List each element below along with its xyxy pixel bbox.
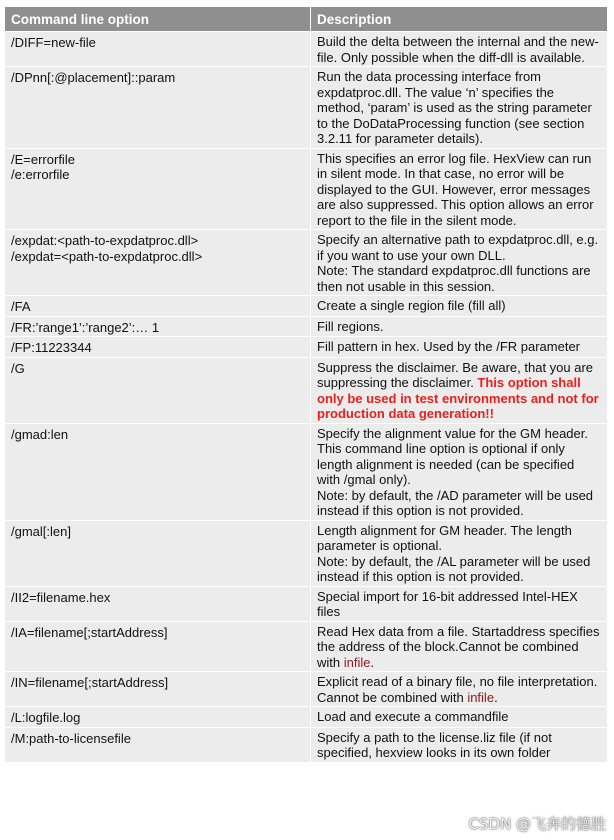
option-text: /FA bbox=[11, 299, 31, 314]
option-text: /E=errorfile bbox=[11, 151, 75, 167]
description-text: Fill pattern in hex. Used by the /FR parameter bbox=[317, 339, 581, 354]
option-text: /gmad:len bbox=[11, 426, 69, 442]
table-row bbox=[5, 296, 608, 317]
description-cell bbox=[311, 520, 608, 586]
description-paragraph bbox=[317, 624, 600, 671]
description-paragraph bbox=[317, 34, 600, 65]
option-text: /G bbox=[11, 360, 25, 376]
table-header-row bbox=[5, 7, 608, 32]
option-cell bbox=[5, 32, 311, 67]
warning-text: This option shall only be used in test environments and not for production data generation!! bbox=[317, 375, 599, 421]
table-row bbox=[5, 423, 608, 520]
option-text: /gmal[:len] bbox=[11, 523, 71, 539]
description-text: Explicit read of a binary file, no file interpretation. Cannot be combined with bbox=[317, 674, 598, 705]
description-paragraph bbox=[317, 232, 600, 263]
option-text: /M:path-to-licensefile bbox=[11, 730, 131, 746]
table-row bbox=[5, 520, 608, 586]
description-text: Read Hex data from a file. Startaddress specifies the address of the block.Cannot be combined with bbox=[317, 623, 600, 670]
table-row bbox=[5, 357, 608, 423]
description-paragraph bbox=[317, 69, 600, 147]
option-cell bbox=[5, 586, 311, 621]
description-cell bbox=[311, 357, 608, 423]
description-cell bbox=[311, 230, 608, 296]
description-cell bbox=[311, 32, 608, 67]
description-paragraph bbox=[317, 360, 600, 422]
description-paragraph bbox=[317, 263, 600, 294]
description-text: Special import for 16-bit addressed Intel-HEX files bbox=[317, 588, 578, 619]
description-text: Note: The standard expdatproc.dll functions are then not usable in this session. bbox=[317, 263, 591, 294]
description-text: This specifies an error log file. HexView can run in silent mode. In that case, no error will be displayed to the GUI. However, error messages are also suppressed. This option allows an error report to the file in the silent mode. bbox=[317, 150, 594, 228]
description-text: Load and execute a commandfile bbox=[317, 709, 509, 724]
option-text: /IA=filename[;startAddress] bbox=[11, 624, 168, 640]
option-cell bbox=[5, 67, 311, 149]
description-cell bbox=[311, 148, 608, 230]
description-cell bbox=[311, 727, 608, 762]
description-text: Specify a path to the license.liz file (if not specified, hexview looks in its own folder bbox=[317, 729, 552, 760]
option-text: /L:logfile.log bbox=[11, 710, 81, 725]
table-row bbox=[5, 586, 608, 621]
option-text: /DIFF=new-file bbox=[11, 35, 96, 50]
option-text: /FP:11223344 bbox=[11, 340, 92, 355]
watermark: CSDN @飞奔的德胜 bbox=[468, 815, 606, 833]
option-cell bbox=[5, 727, 311, 762]
description-text-tail: . bbox=[494, 689, 498, 705]
description-paragraph bbox=[317, 298, 600, 314]
option-cell bbox=[5, 423, 311, 520]
description-paragraph bbox=[317, 709, 600, 725]
description-paragraph bbox=[317, 319, 600, 335]
option-cell bbox=[5, 707, 311, 728]
header-description: Description bbox=[311, 7, 608, 32]
option-text: /expdat=<path-to-expdatproc.dll> bbox=[11, 248, 203, 264]
option-text: /DPnn[:@placement]::param bbox=[11, 70, 176, 85]
description-text: Length alignment for GM header. The length parameter is optional. bbox=[317, 522, 572, 553]
table-row bbox=[5, 148, 608, 230]
table-row bbox=[5, 672, 608, 707]
table-row bbox=[5, 707, 608, 728]
description-paragraph bbox=[317, 151, 600, 229]
option-cell bbox=[5, 357, 311, 423]
description-text: Specify the alignment value for the GM header. This command line option is optional if only length alignment is needed (can be specified with /gmal only). bbox=[317, 425, 588, 487]
description-paragraph bbox=[317, 589, 600, 620]
description-paragraph bbox=[317, 339, 600, 355]
table-row bbox=[5, 32, 608, 67]
description-paragraph bbox=[317, 730, 600, 761]
description-cell bbox=[311, 586, 608, 621]
option-cell bbox=[5, 520, 311, 586]
description-paragraph bbox=[317, 488, 600, 519]
description-cell bbox=[311, 621, 608, 672]
description-paragraph bbox=[317, 674, 600, 705]
description-text: Specify an alternative path to expdatproc.dll, e.g. if you want to use your own DLL. bbox=[317, 232, 599, 263]
description-cell bbox=[311, 67, 608, 149]
description-paragraph bbox=[317, 554, 600, 585]
table-row bbox=[5, 727, 608, 762]
description-cell bbox=[311, 316, 608, 337]
description-text: Note: by default, the /AD parameter will be used instead if this option is not provided. bbox=[317, 487, 594, 518]
description-text-tail: . bbox=[370, 654, 375, 670]
description-text: Create a single region file (fill all) bbox=[317, 298, 506, 313]
header-command-line-option: Command line option bbox=[5, 7, 311, 32]
infile-reference-link[interactable]: infile bbox=[467, 689, 495, 705]
table-row bbox=[5, 316, 608, 337]
option-text: /IN=filename[;startAddress] bbox=[11, 675, 169, 690]
option-cell bbox=[5, 316, 311, 337]
description-text: Build the delta between the internal and the new-file. Only possible when the diff-dll is available. bbox=[317, 34, 599, 65]
option-cell bbox=[5, 672, 311, 707]
description-cell bbox=[311, 707, 608, 728]
option-cell bbox=[5, 230, 311, 296]
description-cell bbox=[311, 672, 608, 707]
description-text: Suppress the disclaimer. Be aware, that you are suppressing the disclaimer. bbox=[317, 359, 594, 390]
description-cell bbox=[311, 296, 608, 317]
option-text: /expdat:<path-to-expdatproc.dll> bbox=[11, 233, 199, 248]
description-paragraph bbox=[317, 523, 600, 554]
description-cell bbox=[311, 337, 608, 358]
option-text: /FR:’range1’:’range2’:… 1 bbox=[11, 319, 160, 335]
table-row bbox=[5, 230, 608, 296]
table-row bbox=[5, 621, 608, 672]
option-text: /e:errorfile bbox=[11, 167, 70, 182]
option-cell bbox=[5, 148, 311, 230]
description-text: Note: by default, the /AL parameter will be used instead if this option is not provided. bbox=[317, 553, 591, 584]
command-line-options-table bbox=[4, 6, 608, 763]
description-text: Fill regions. bbox=[317, 318, 384, 334]
description-text: Run the data processing interface from expdatproc.dll. The value ‘n’ specifies the method, ‘param’ is used as the string parameter to the DoDataProcessing function (see section 3.2.11 for parameter details). bbox=[317, 69, 592, 146]
infile-reference-link[interactable]: infile bbox=[343, 654, 371, 670]
option-cell bbox=[5, 337, 311, 358]
option-text: /II2=filename.hex bbox=[11, 589, 111, 605]
description-paragraph bbox=[317, 426, 600, 488]
option-cell bbox=[5, 296, 311, 317]
table-row bbox=[5, 67, 608, 149]
description-cell bbox=[311, 423, 608, 520]
table-row bbox=[5, 337, 608, 358]
option-cell bbox=[5, 621, 311, 672]
